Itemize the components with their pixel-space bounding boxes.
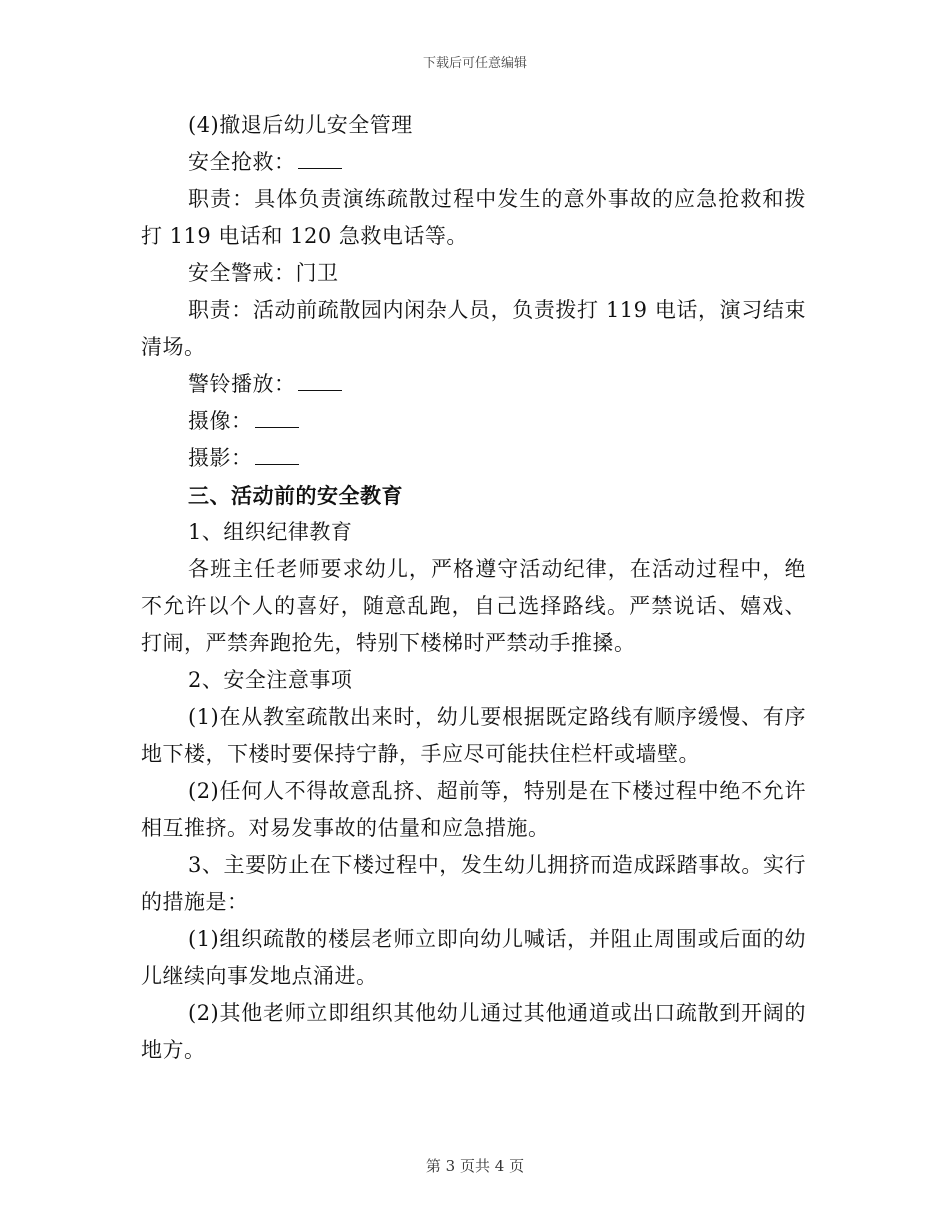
section-heading [141, 477, 806, 514]
page-footer: 第 3 页共 4 页 [425, 1157, 525, 1175]
paragraph [141, 366, 806, 403]
fill-in-blank [298, 148, 342, 169]
paragraph-text: 职责：活动前疏散园内闲杂人员，负责拨打 119 电话，演习结束清场。 [141, 298, 806, 359]
paragraph [141, 662, 806, 699]
paragraph [141, 921, 806, 995]
paragraph [141, 995, 806, 1069]
paragraph [141, 847, 806, 921]
paragraph-text: 3、主要防止在下楼过程中，发生幼儿拥挤而造成踩踏事故。实行的措施是： [141, 853, 806, 914]
paragraph [141, 255, 806, 292]
paragraph [141, 514, 806, 551]
paragraph-text: 2、安全注意事项 [188, 668, 353, 692]
paragraph-text: 摄像： [188, 409, 253, 433]
fill-in-blank [255, 407, 299, 428]
paragraph-text: (1)在从教室疏散出来时，幼儿要根据既定路线有顺序缓慢、有序地下楼，下楼时要保持宁静，手应尽可能扶住栏杆或墙壁。 [141, 705, 806, 766]
paragraph [141, 551, 806, 662]
paragraph-text: 三、活动前的安全教育 [188, 483, 403, 508]
paragraph [141, 144, 806, 181]
paragraph [141, 773, 806, 847]
paragraph-text: 职责：具体负责演练疏散过程中发生的意外事故的应急抢救和拨打 119 电话和 120 急救电话等。 [141, 187, 806, 248]
fill-in-blank [298, 370, 342, 391]
document-body [141, 107, 806, 1069]
paragraph [141, 403, 806, 440]
paragraph-text: 1、组织纪律教育 [188, 520, 353, 544]
page-header: 下载后可任意编辑 [422, 56, 527, 71]
paragraph-text: 安全警戒：门卫 [188, 261, 339, 285]
paragraph [141, 107, 806, 144]
paragraph-text: 摄影： [188, 446, 253, 470]
fill-in-blank [255, 444, 299, 465]
paragraph [141, 292, 806, 366]
paragraph-text: (1)组织疏散的楼层老师立即向幼儿喊话，并阻止周围或后面的幼儿继续向事发地点涌进。 [141, 927, 806, 988]
paragraph [141, 440, 806, 477]
paragraph-text: (4)撤退后幼儿安全管理 [188, 113, 413, 137]
paragraph-text: (2)其他老师立即组织其他幼儿通过其他通道或出口疏散到开阔的地方。 [141, 1001, 806, 1062]
paragraph [141, 181, 806, 255]
paragraph-text: 安全抢救： [188, 150, 296, 174]
paragraph [141, 699, 806, 773]
paragraph-text: 警铃播放： [188, 372, 296, 396]
paragraph-text: 各班主任老师要求幼儿，严格遵守活动纪律，在活动过程中，绝不允许以个人的喜好，随意乱跑，自己选择路线。严禁说话、嬉戏、打闹，严禁奔跑抢先，特别下楼梯时严禁动手推搡。 [141, 557, 806, 655]
paragraph-text: (2)任何人不得故意乱挤、超前等，特别是在下楼过程中绝不允许相互推挤。对易发事故的估量和应急措施。 [141, 779, 806, 840]
